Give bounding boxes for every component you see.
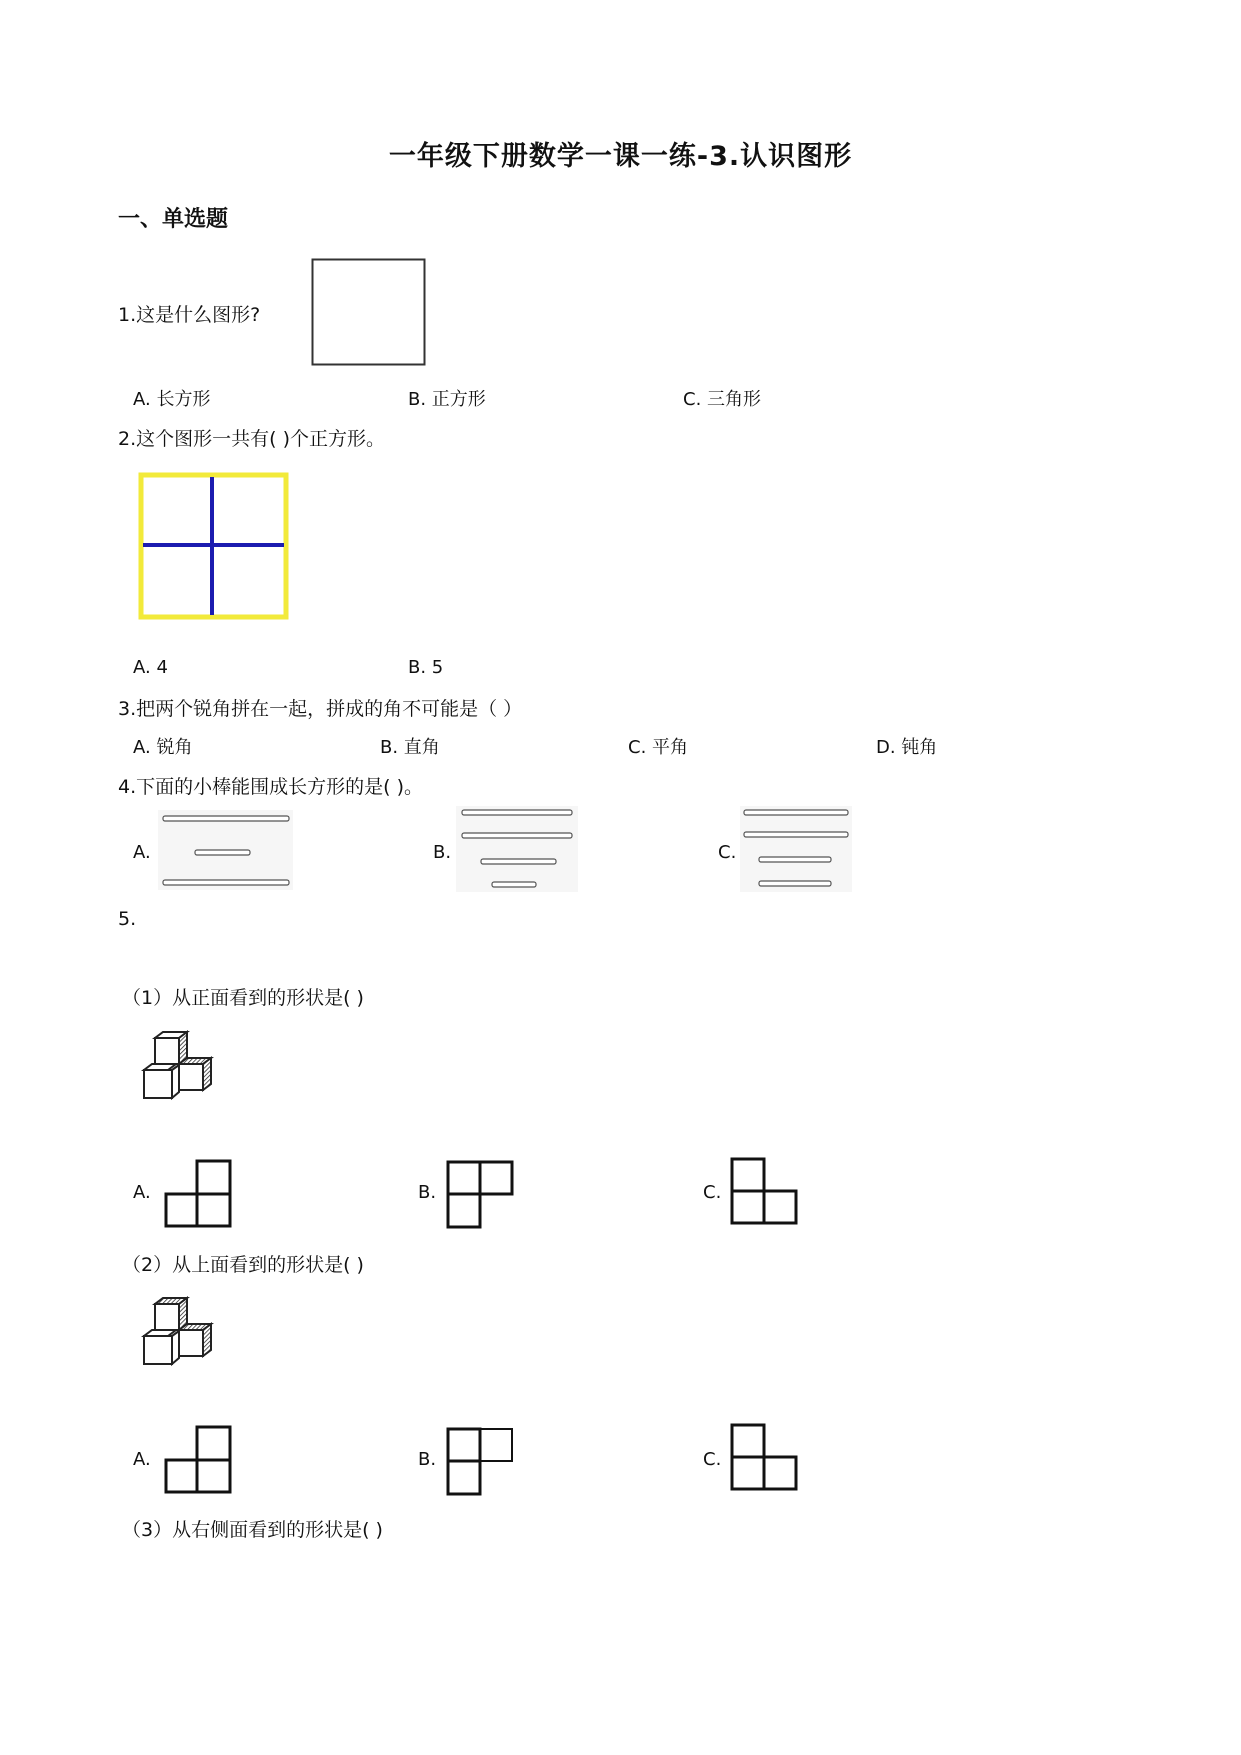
- question-3-stem: 3.把两个锐角拼在一起，拼成的角不可能是（ ）: [118, 698, 523, 720]
- q4-option-b[interactable]: B.: [433, 842, 452, 863]
- q1-option-c[interactable]: C. 三角形: [683, 389, 762, 410]
- q5-sub3-stem: （3）从右侧面看到的形状是( ): [122, 1519, 383, 1541]
- square-figure: [311, 258, 426, 366]
- q2-option-b[interactable]: B. 5: [408, 657, 444, 678]
- question-2-stem: 2.这个图形一共有( )个正方形。: [118, 428, 385, 450]
- q2-option-a[interactable]: A. 4: [133, 657, 168, 678]
- q5-sub2-stem: （2）从上面看到的形状是( ): [122, 1254, 364, 1276]
- q5-sub2-option-b[interactable]: B.: [418, 1449, 437, 1470]
- view-grid-c2: [730, 1423, 800, 1493]
- view-grid-a2: [164, 1425, 234, 1495]
- sticks-figure-b: [456, 806, 578, 892]
- view-grid-c1: [730, 1157, 800, 1227]
- sticks-figure-c: [740, 806, 852, 892]
- question-5-stem: 5.: [118, 908, 137, 930]
- divided-square-figure: [138, 472, 290, 620]
- view-grid-a1: [164, 1159, 234, 1229]
- q5-sub2-option-a[interactable]: A.: [133, 1449, 151, 1470]
- q1-option-b[interactable]: B. 正方形: [408, 389, 486, 410]
- q3-option-d[interactable]: D. 钝角: [876, 737, 938, 758]
- q5-sub1-option-c[interactable]: C.: [703, 1182, 722, 1203]
- q5-sub2-option-c[interactable]: C.: [703, 1449, 722, 1470]
- q3-option-b[interactable]: B. 直角: [380, 737, 440, 758]
- q5-sub1-option-a[interactable]: A.: [133, 1182, 151, 1203]
- q1-option-a[interactable]: A. 长方形: [133, 389, 211, 410]
- question-4-stem: 4.下面的小棒能围成长方形的是( )。: [118, 776, 423, 798]
- q4-option-a[interactable]: A.: [133, 842, 151, 863]
- view-grid-b2: [446, 1427, 516, 1497]
- view-grid-b1: [446, 1160, 516, 1230]
- q5-sub1-option-b[interactable]: B.: [418, 1182, 437, 1203]
- page-title: 一年级下册数学一课一练-3.认识图形: [388, 141, 853, 172]
- cube-stack-figure-2: [140, 1296, 230, 1381]
- sticks-figure-a: [158, 810, 293, 890]
- q3-option-c[interactable]: C. 平角: [628, 737, 689, 758]
- q5-sub1-stem: （1）从正面看到的形状是( ): [122, 987, 364, 1009]
- q4-option-c[interactable]: C.: [718, 842, 737, 863]
- cube-stack-figure-1: [140, 1030, 230, 1115]
- q3-option-a[interactable]: A. 锐角: [133, 737, 193, 758]
- section-heading: 一、单选题: [118, 207, 229, 232]
- question-1-stem: 1.这是什么图形?: [118, 304, 261, 326]
